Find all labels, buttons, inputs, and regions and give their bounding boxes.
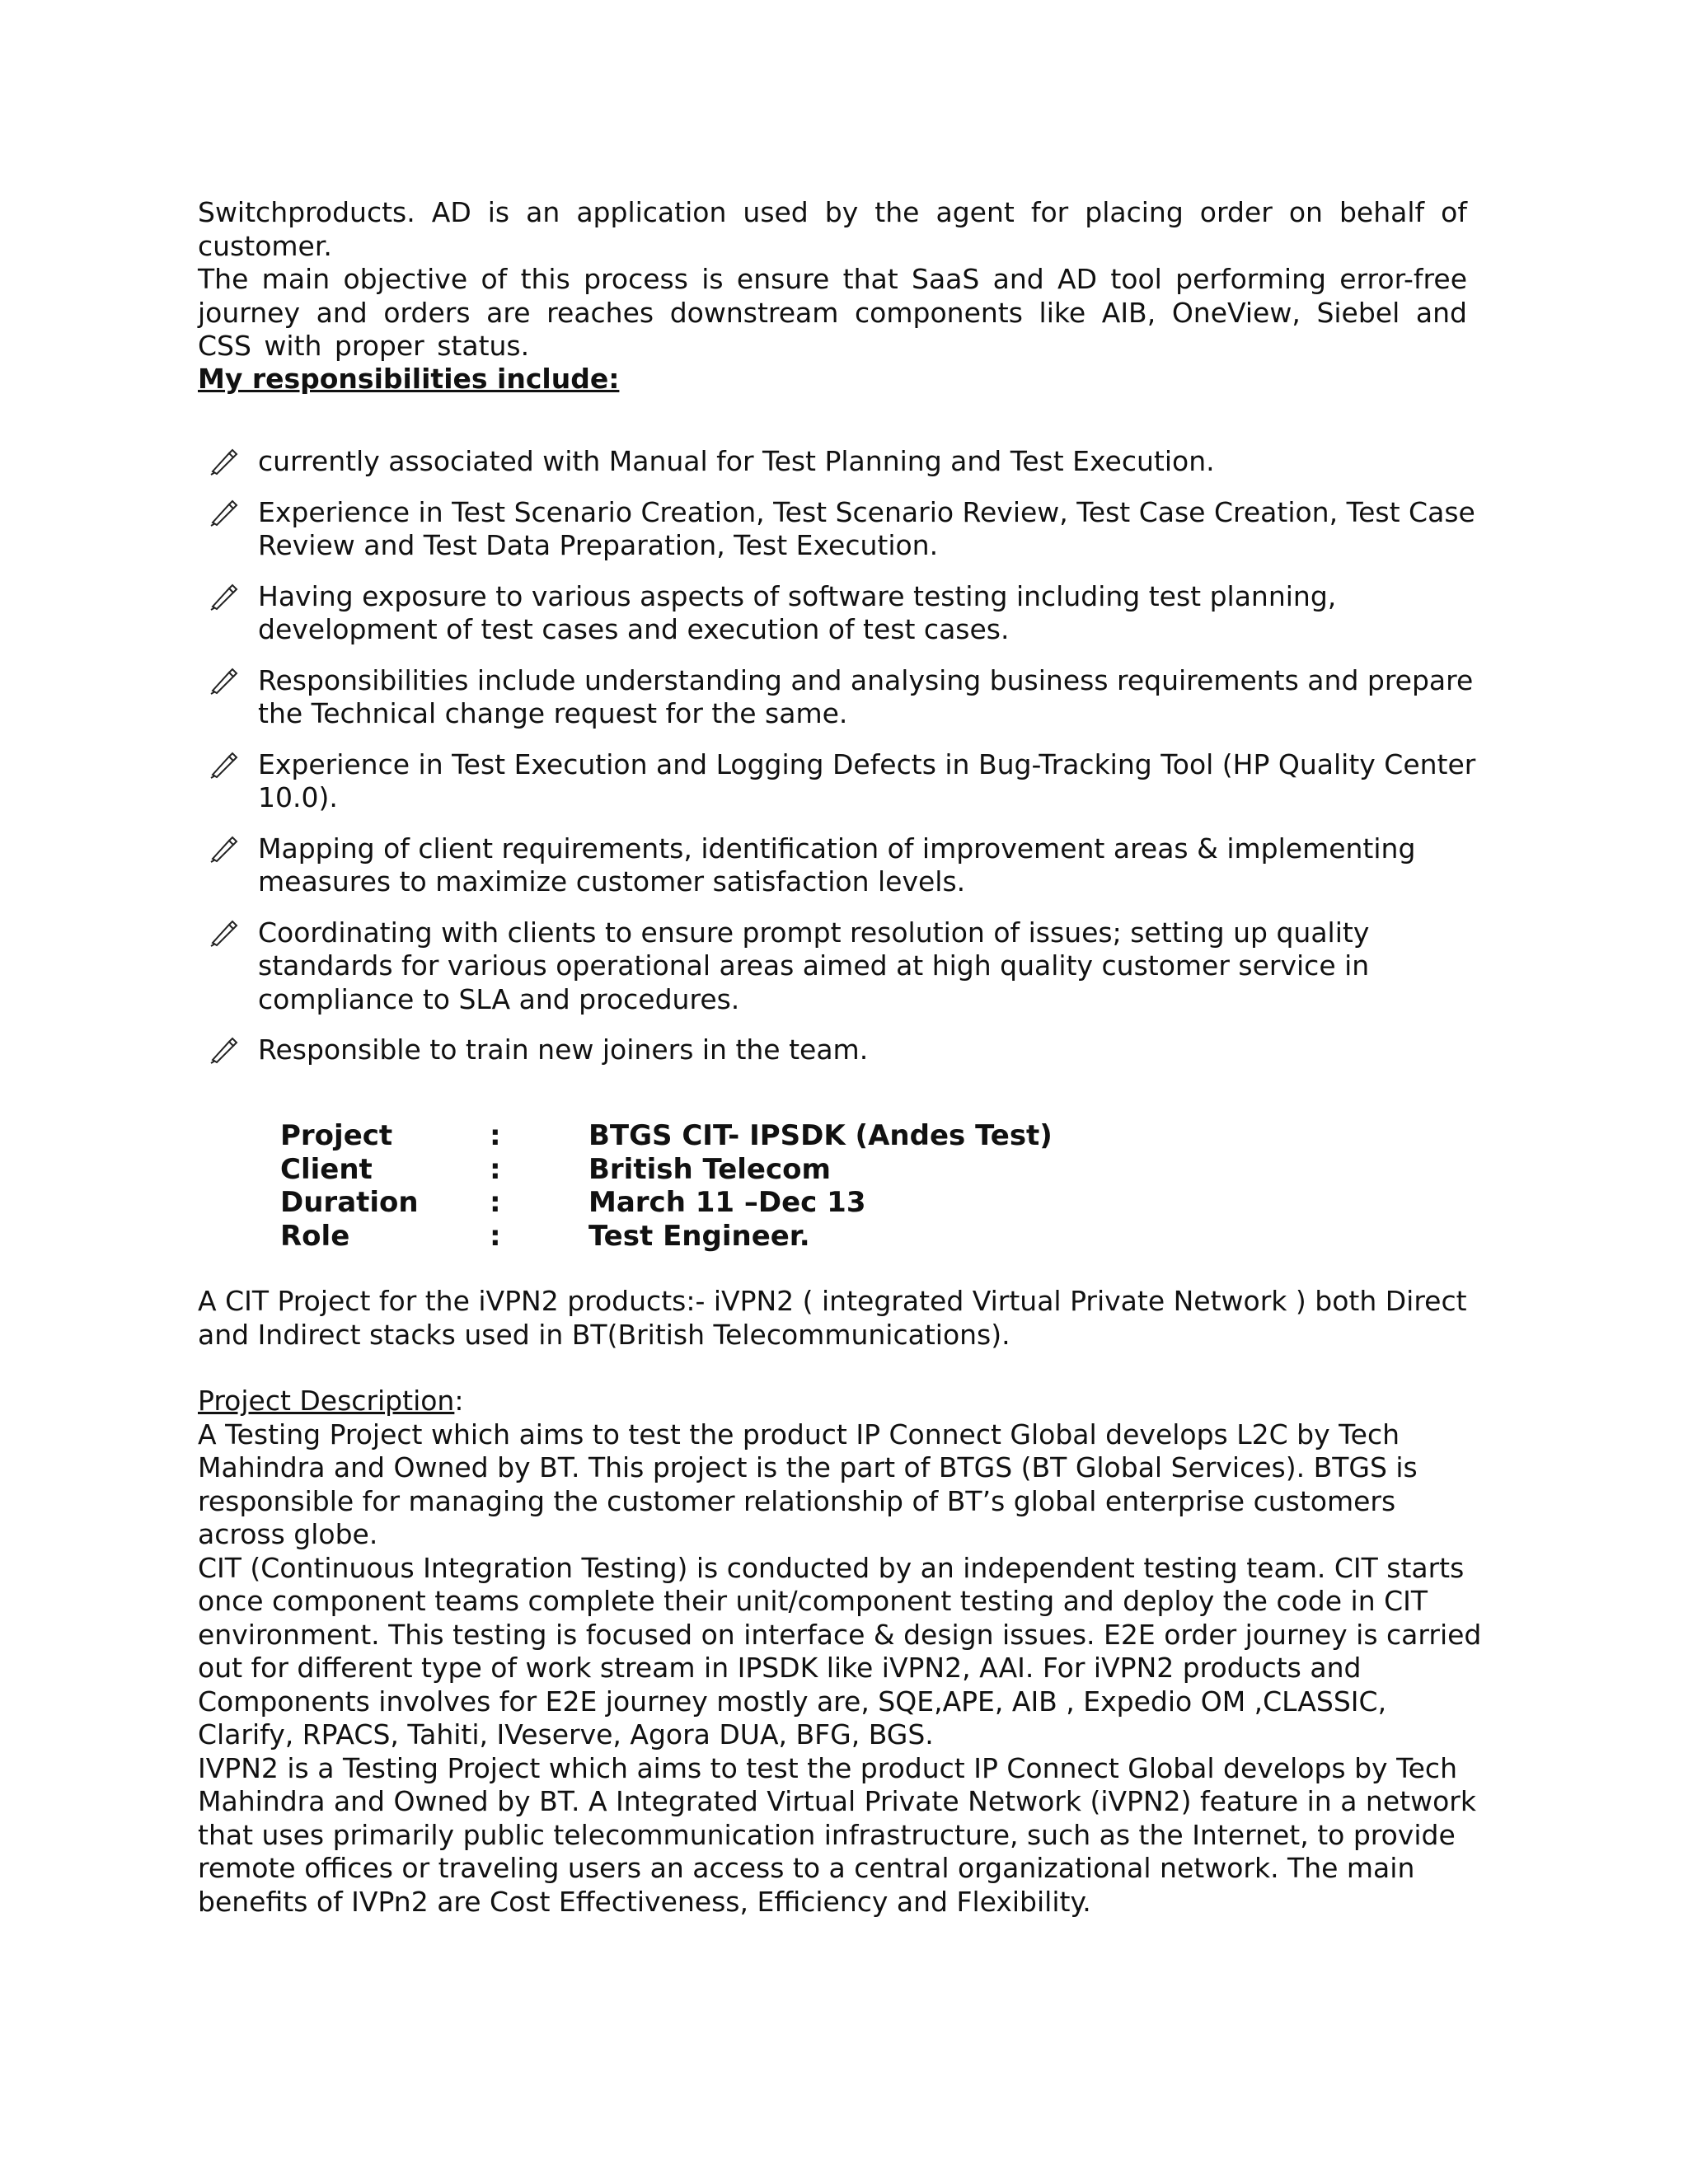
- table-row: [280, 1220, 1053, 1254]
- description-paragraph: CIT (Continuous Integration Testing) is conducted by an independent testing team. CIT starts once component teams complete their unit/component testing and deploy the code in CIT environment. This testing is focused on interface & design issues. E2E order journey is carried out for different type of work stream in IPSDK like iVPN2, AAI. For iVPN2 products and Components involves for E2E journey mostly are, SQE,APE, AIB , Expedio OM ,CLASSIC, Clarify, RPACS, Tahiti, IVeserve, Agora DUA, BFG, BGS.: [198, 1551, 1482, 1750]
- list-item: [198, 748, 1484, 815]
- objective-paragraph: The main objective of this process is ensure that SaaS and AD tool performing error-free journey and orders are reaches downstream components like AIB, OneView, Siebel and CSS with proper status.: [198, 263, 1467, 362]
- writing-hand-icon: [209, 1035, 239, 1065]
- list-item: [198, 580, 1484, 647]
- cit-project-summary: A CIT Project for the iVPN2 products:- iVPN2 ( integrated Virtual Private Network ) both Direct and Indirect stacks used in BT(British Telecommunications).: [198, 1285, 1467, 1351]
- separator: :: [490, 1119, 501, 1152]
- bullet-text: Having exposure to various aspects of software testing including test planning, development of test cases and execution of test cases.: [258, 579, 1337, 645]
- intro-section: [198, 196, 1467, 363]
- separator: :: [490, 1186, 501, 1219]
- separator: :: [490, 1152, 501, 1186]
- bullet-text: currently associated with Manual for Test Planning and Test Execution.: [258, 445, 1215, 477]
- bullet-text: Experience in Test Scenario Creation, Test Scenario Review, Test Case Creation, Test Case Review and Test Data Preparation, Test Execution.: [258, 495, 1475, 561]
- role-label: Role: [280, 1219, 350, 1253]
- description-paragraph: A Testing Project which aims to test the product IP Connect Global develops L2C by Tech Mahindra and Owned by BT. This project is the part of BTGS (BT Global Services). BTGS is responsible for managing the customer relationship of BT’s global enterprise customers across globe.: [198, 1418, 1418, 1550]
- writing-hand-icon: [209, 498, 239, 527]
- list-item: [198, 664, 1484, 731]
- table-row: [280, 1119, 1053, 1153]
- project-description-section: [198, 1385, 1484, 1919]
- client-value: British Telecom: [588, 1152, 831, 1186]
- project-label: Project: [280, 1119, 393, 1152]
- list-item: [198, 445, 1484, 479]
- bullet-text: Mapping of client requirements, identification of improvement areas & implementing measures to maximize customer satisfaction levels.: [258, 832, 1416, 898]
- list-item: [198, 832, 1484, 899]
- description-heading: [198, 1385, 1484, 1418]
- list-item: [198, 496, 1484, 563]
- separator: :: [490, 1219, 501, 1253]
- bullet-text: Experience in Test Execution and Logging Defects in Bug-Tracking Tool (HP Quality Center 10.0).: [258, 748, 1476, 813]
- description-title: Project Description: [198, 1385, 455, 1417]
- bullet-text: Coordinating with clients to ensure prompt resolution of issues; setting up quality standards for various operational areas aimed at high quality customer service in compliance to SLA and procedures.: [258, 916, 1370, 1015]
- bullet-text: Responsibilities include understanding and analysing business requirements and prepare the Technical change request for the same.: [258, 663, 1474, 729]
- responsibilities-list: [198, 445, 1484, 1085]
- duration-value: March 11 –Dec 13: [588, 1186, 866, 1219]
- writing-hand-icon: [209, 582, 239, 612]
- writing-hand-icon: [209, 834, 239, 864]
- writing-hand-icon: [209, 918, 239, 948]
- writing-hand-icon: [209, 666, 239, 696]
- intro-paragraph: Switchproducts. AD is an application used by the agent for placing order on behalf of customer.: [198, 196, 1467, 262]
- role-value: Test Engineer.: [588, 1219, 810, 1253]
- duration-label: Duration: [280, 1186, 419, 1219]
- list-item: [198, 916, 1484, 1017]
- list-item: [198, 1033, 1484, 1067]
- bullet-text: Responsible to train new joiners in the team.: [258, 1033, 869, 1066]
- responsibilities-heading: My responsibilities include:: [198, 363, 620, 395]
- project-value: BTGS CIT- IPSDK (Andes Test): [588, 1119, 1053, 1152]
- writing-hand-icon: [209, 447, 239, 476]
- description-title-suffix: :: [454, 1385, 464, 1417]
- table-row: [280, 1153, 1053, 1187]
- description-paragraph: IVPN2 is a Testing Project which aims to test the product IP Connect Global develops by Tech Mahindra and Owned by BT. A Integrated Virtual Private Network (iVPN2) feature in a network that uses primarily public telecommunication infrastructure, such as the Internet, to provide remote offices or traveling users an access to a central organizational network. The main benefits of IVPn2 are Cost Effectiveness, Efficiency and Flexibility.: [198, 1751, 1476, 1918]
- client-label: Client: [280, 1152, 373, 1186]
- project-details-table: [280, 1119, 1053, 1253]
- table-row: [280, 1186, 1053, 1220]
- writing-hand-icon: [209, 750, 239, 780]
